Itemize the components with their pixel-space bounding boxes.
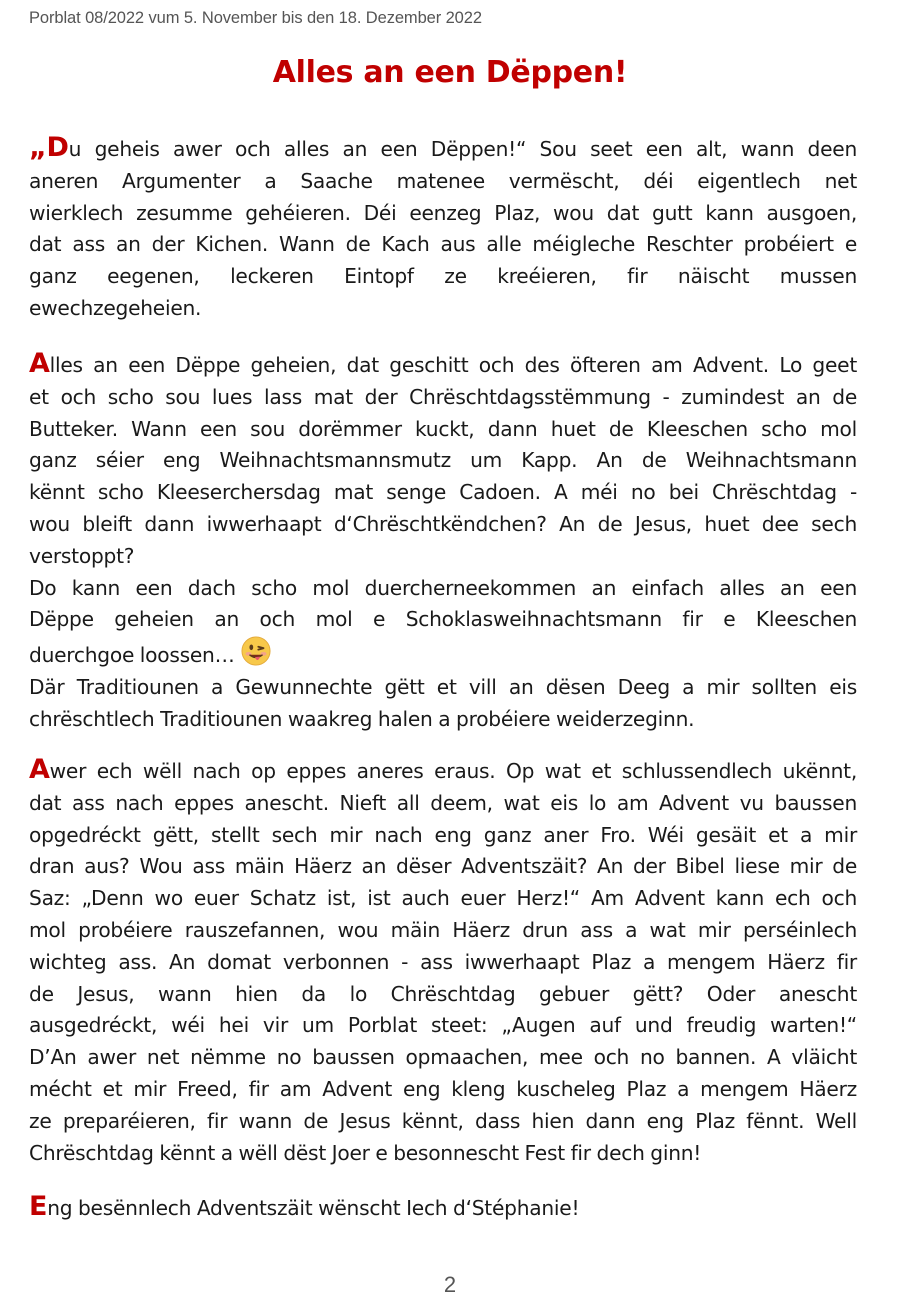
text-line: de Jesus, wann hien da lo Chrëschtdag gebuer gëtt? Oder anescht bbox=[29, 981, 857, 1006]
text-line: ganz eegenen, leckeren Eintopf ze kreéieren, fir näischt mussen bbox=[29, 264, 857, 289]
text-line: dat ass nach eppes anescht. Nieft all deem, wat eis lo am Advent vu baussen bbox=[29, 790, 857, 815]
text-line: u geheis awer och alles an een Dëppen!“ Sou seet een alt, wann deen bbox=[68, 137, 857, 161]
drop-initial: „D bbox=[29, 132, 69, 163]
paragraph-1 bbox=[29, 134, 857, 325]
drop-initial: A bbox=[29, 348, 50, 379]
page-number: 2 bbox=[443, 1272, 457, 1297]
text-line: duerchgoe loossen… bbox=[29, 643, 235, 668]
text-line: Do kann een dach scho mol duercherneekommen an einfach alles an een bbox=[29, 575, 857, 600]
text-line: Butteker. Wann een sou dorëmmer kuckt, dann huet de Kleeschen scho mol bbox=[29, 416, 857, 441]
text-line: Saz: „Denn wo euer Schatz ist, ist auch euer Herz!“ Am Advent kann ech och bbox=[29, 886, 857, 911]
text-line: wierklech zesumme gehéieren. Déi eenzeg Plaz, wou dat gutt kann ausgoen, bbox=[29, 200, 857, 225]
text-line: ze preparéieren, fir wann de Jesus kënnt, dass hien dann eng Plaz fënnt. Well bbox=[29, 1108, 857, 1133]
text-line: ausgedréckt, wéi hei vir um Porblat steet: „Augen auf und freudig warten!“ bbox=[29, 1013, 857, 1038]
text-line: D’An awer net nëmme no baussen opmaachen, mee och no bannen. A vläicht bbox=[29, 1045, 857, 1070]
text-line: ng besënnlech Adventszäit wënscht Iech d‘Stéphanie! bbox=[47, 1196, 580, 1220]
text-line: mol probéiere rauszefannen, wou mäin Häerz drun ass a wat mir perséinlech bbox=[29, 917, 857, 942]
text-line: et och scho sou lues lass mat der Chrëschtdagsstëmmung - zumindest an de bbox=[29, 384, 857, 409]
text-line: chrëschtlech Traditiounen waakreg halen a probéiere weiderzeginn. bbox=[29, 706, 695, 731]
text-line: ganz séier eng Weihnachtsmannsmutz um Kapp. An de Weihnachtsmann bbox=[29, 448, 857, 473]
paragraph-2 bbox=[29, 350, 857, 736]
text-line: dran aus? Wou ass mäin Häerz an dëser Adventszäit? An der Bibel liese mir de bbox=[29, 854, 857, 879]
page-title: Alles an een Dëppen! bbox=[272, 55, 628, 90]
text-line: lles an een Dëppe geheien, dat geschitt och des öfteren am Advent. Lo geet bbox=[49, 353, 857, 377]
text-line: wou bleift dann iwwerhaapt d‘Chrëschtkëndchen? An de Jesus, huet dee sech bbox=[29, 511, 857, 536]
text-line: aneren Argumenter a Saache matenee vermëscht, déi eigentlech net bbox=[29, 168, 857, 193]
text-line: kënnt scho Kleeserchersdag mat senge Cadoen. A méi no bei Chrëschtdag - bbox=[29, 480, 857, 505]
text-line: verstoppt? bbox=[29, 543, 135, 568]
page-header: Porblat 08/2022 vum 5. November bis den 18. Dezember 2022 bbox=[29, 9, 482, 27]
winking-face-tongue-emoji bbox=[241, 636, 271, 666]
text-line: Dëppe geheien an och mol e Schoklasweihnachtsmann fir e Kleeschen bbox=[29, 607, 857, 632]
text-line: wichteg ass. An domat verbonnen - ass iwwerhaapt Plaz a mengem Häerz fir bbox=[29, 949, 857, 974]
drop-initial: E bbox=[29, 1191, 48, 1222]
text-line: Där Traditiounen a Gewunnechte gëtt et vill an dësen Deeg a mir sollten eis bbox=[29, 674, 857, 699]
text-line: opgedréckt gëtt, stellt sech mir nach eng ganz aner Fro. Wéi gesäit et a mir bbox=[29, 822, 857, 847]
drop-initial: A bbox=[29, 754, 50, 785]
paragraph-3 bbox=[29, 756, 857, 1169]
text-line: mécht et mir Freed, fir am Advent eng kleng kuscheleg Plaz a mengem Häerz bbox=[29, 1076, 857, 1101]
text-line: ewechzegeheien. bbox=[29, 295, 202, 320]
text-line: wer ech wëll nach op eppes aneres eraus. Op wat et schlussendlech ukënnt, bbox=[49, 759, 857, 783]
paragraph-4 bbox=[29, 1193, 857, 1225]
text-line: dat ass an der Kichen. Wann de Kach aus alle méigleche Reschter probéiert e bbox=[29, 232, 857, 257]
text-line: Chrëschtdag kënnt a wëll dëst Joer e besonnescht Fest fir dech ginn! bbox=[29, 1140, 702, 1165]
